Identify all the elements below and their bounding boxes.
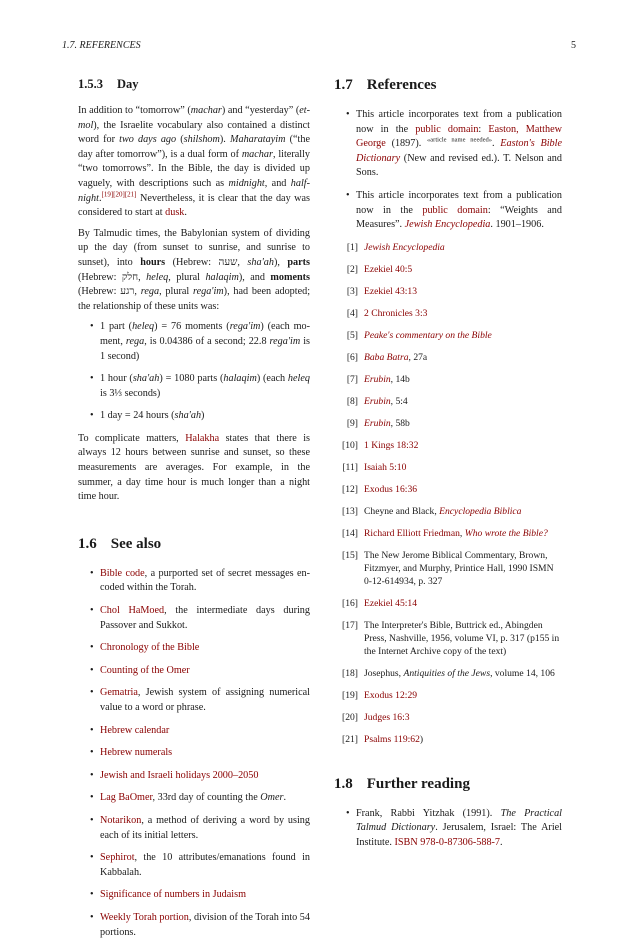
see-also-link[interactable]: Significance of numbers in Judaism [100, 889, 246, 901]
reference-link[interactable]: Jewish Encyclopedia [364, 241, 445, 253]
list-item [90, 724, 310, 739]
list-item: • Sephirot, the 10 attributes/emanations found in Kabbalah. [90, 851, 310, 880]
reference-item: [15] The New Jerome Biblical Commentary, Brown, Fitzmyer, and Murphy, Printice Hall, 1990 ISMN 0-12-614934, p. 327 [342, 549, 554, 587]
see-also-list [78, 567, 310, 940]
list-item: • 1 day = 24 hours (sha'ah) [90, 409, 310, 424]
reference-link[interactable]: Ezekiel 40:5 [364, 263, 413, 275]
see-also-link[interactable]: Bible code [100, 567, 145, 579]
left-column [78, 76, 310, 948]
link-halakha[interactable]: Halakha [185, 432, 220, 444]
reference-link[interactable]: Who wrote the Bible? [464, 527, 548, 539]
see-also-link[interactable]: Sephirot [100, 852, 135, 864]
reference-link[interactable]: Ezekiel 43:13 [364, 285, 418, 297]
link-work[interactable]: Jewish Encyclopedia [404, 219, 491, 231]
reference-item: [17] The Interpreter's Bible, Buttrick ed., Abingden Press, Nashville, 1956, volume VI, p. 317 (p155 in the Internet Archive copy of the text) [342, 619, 560, 657]
list-item: • This article incorporates text from a publication now in the public domain: Easton, Matthew George (1897). $^{«article name needed»}$. Easton's Bible Dictionary (New and revised ed.). T. Nelson and Sons. [346, 108, 562, 181]
reference-item: [6] Baba Batra, 27a [346, 351, 428, 363]
day-paragraph-1: In addition to “tomorrow” (machar) and “yesterday” (etmol), the Israelite vocabulary also contained a distinct word for two days ago (shilshom). Maharatayim (“the day after tomorrow”), is a dual form of machar, literally “two tomorrows”. In the Bible, the day is divided up vaguely, with descriptions such as midnight, and half-night.[19][20][21] Nevertheless, it is clear that the day was considered to start at dusk. [78, 105, 311, 219]
reference-link[interactable]: Exodus 12:29 [364, 689, 418, 701]
list-item: • This article incorporates text from a publication now in the public domain: “Weights and Measures”. Jewish Encyclopedia. 1901–1906. [346, 189, 562, 233]
reference-link[interactable]: Baba Batra [364, 351, 409, 363]
list-item [90, 769, 310, 784]
see-also-link[interactable]: Hebrew numerals [100, 747, 173, 759]
list-item: • 1 part (heleq) = 76 moments (rega'im) (each moment, rega, is 0.04386 of a second; 22.8 rega'im is 1 second) [90, 320, 310, 364]
reference-link[interactable]: Erubin [364, 395, 391, 407]
list-item: • Bible code, a purported set of secret messages encoded within the Torah. [90, 567, 310, 596]
reference-item: [11] Isaiah 5:10 [342, 461, 407, 473]
reference-link[interactable]: Richard Elliott Friedman [364, 527, 460, 539]
reference-link[interactable]: Peake's commentary on the Bible [364, 329, 492, 341]
reference-link[interactable]: Exodus 16:36 [364, 483, 418, 495]
heading-further-reading: 1.8 Further reading [334, 775, 470, 792]
reference-item: [12] Exodus 16:36 [342, 483, 418, 495]
running-title: 1.7. REFERENCES [62, 40, 141, 51]
reference-item: [21] Psalms 119:62) [342, 733, 424, 745]
right-column [334, 76, 562, 859]
reference-item: [7] Erubin, 14b [346, 373, 410, 385]
reference-link[interactable]: Isaiah 5:10 [364, 461, 407, 473]
page-number: 5 [571, 40, 576, 51]
link-public-domain[interactable]: public domain [415, 123, 479, 135]
list-item: • Gematria, Jewish system of assigning numerical value to a word or phrase. [90, 686, 310, 715]
reference-item: [14] Richard Elliott Friedman, Who wrote the Bible? [342, 527, 548, 539]
reference-item: [4] 2 Chronicles 3:3 [346, 307, 428, 319]
list-item: • Lag BaOmer, 33rd day of counting the Omer. [90, 791, 310, 806]
heading-see-also: 1.6 See also [78, 535, 162, 552]
running-header [62, 40, 576, 51]
link-public-domain[interactable]: public domain [422, 204, 488, 216]
reference-link[interactable]: Ezekiel 45:14 [364, 597, 418, 609]
reference-item: [8] Erubin, 5:4 [346, 395, 408, 407]
link-author[interactable]: Easton, Matthew George [356, 123, 562, 150]
reference-link[interactable]: 1 Kings 18:32 [364, 439, 419, 451]
footnote-link[interactable]: [19][20][21] [101, 190, 137, 199]
reference-item: [19] Exodus 12:29 [342, 689, 418, 701]
day-paragraph-2: By Talmudic times, the Babylonian system of dividing up the day (from sunset to sunrise, and sunrise to sunset), into hours (Hebrew: שעה, sha'ah), parts (Hebrew: חלק, heleq, plural halaqim), and moments (Hebrew: רגע, rega, plural rega'im), had been adopted; the relationship of these units was: [78, 227, 311, 312]
list-item: • Chol HaMoed, the intermediate days during Passover and Sukkot. [90, 604, 310, 633]
reference-item: [20] Judges 16:3 [342, 711, 410, 723]
link-isbn[interactable]: ISBN 978-0-87306-588-7 [394, 836, 501, 848]
reference-link[interactable]: Judges 16:3 [364, 711, 410, 723]
reference-list [334, 241, 562, 746]
reference-item: [2] Ezekiel 40:5 [346, 263, 413, 275]
link-work[interactable]: Easton's Bible Dictionary [356, 138, 563, 164]
reference-item: [3] Ezekiel 43:13 [346, 285, 418, 297]
reference-link[interactable]: Erubin [364, 417, 391, 429]
reference-item: [1] Jewish Encyclopedia [346, 241, 445, 253]
see-also-link[interactable]: Hebrew calendar [100, 724, 170, 736]
reference-item: [5] Peake's commentary on the Bible [346, 329, 492, 341]
list-item: • Notarikon, a method of deriving a word by using each of its initial letters. [90, 814, 310, 843]
attribution-notes [334, 108, 562, 233]
reference-item: [10] 1 Kings 18:32 [342, 439, 419, 451]
link-dusk[interactable]: dusk [165, 207, 185, 219]
reference-item: [16] Ezekiel 45:14 [342, 597, 418, 609]
see-also-link[interactable]: Chronology of the Bible [100, 642, 200, 654]
heading-references: 1.7 References [334, 77, 437, 93]
day-paragraph-3: To complicate matters, Halakha states that there is always 12 hours between sunrise and sunset, so these measurements are averages. For example, in the summer, a day time hour is much longer than a night time hour. [78, 432, 310, 503]
see-also-link[interactable]: Lag BaOmer [100, 792, 153, 804]
list-item [90, 888, 310, 903]
reference-link[interactable]: Erubin [364, 373, 391, 385]
list-item [90, 664, 310, 679]
reference-link[interactable]: Psalms 119:62 [364, 733, 420, 745]
reference-link[interactable]: Encyclopedia Biblica [439, 505, 522, 517]
further-reading-list [334, 807, 562, 851]
reference-item: [13] Cheyne and Black, Encyclopedia Biblica [342, 505, 522, 517]
list-item: • Weekly Torah portion, division of the Torah into 54 portions. [90, 911, 310, 940]
list-item [90, 641, 310, 656]
list-item [90, 746, 310, 761]
see-also-link[interactable]: Counting of the Omer [100, 664, 190, 676]
see-also-link[interactable]: Weekly Torah portion [100, 911, 189, 923]
reference-link[interactable]: 2 Chronicles 3:3 [364, 307, 428, 319]
reference-item: [9] Erubin, 58b [346, 417, 410, 429]
list-item: • 1 hour (sha'ah) = 1080 parts (halaqim) (each heleq is 3⅓ seconds) [90, 372, 310, 401]
units-list [78, 320, 310, 424]
see-also-link[interactable]: Chol HaMoed [100, 605, 165, 617]
see-also-link[interactable]: Notarikon [100, 814, 142, 826]
reference-item: [18] Josephus, Antiquities of the Jews, volume 14, 106 [342, 667, 555, 679]
heading-day: 1.5.3 Day [78, 77, 139, 91]
list-item: • Frank, Rabbi Yitzhak (1991). The Practical Talmud Dictionary. Jerusalem, Israel: The Ariel Institute. ISBN 978-0-87306-588-7. [346, 807, 562, 851]
see-also-link[interactable]: Jewish and Israeli holidays 2000–2050 [100, 769, 259, 781]
see-also-link[interactable]: Gematria [100, 687, 138, 699]
